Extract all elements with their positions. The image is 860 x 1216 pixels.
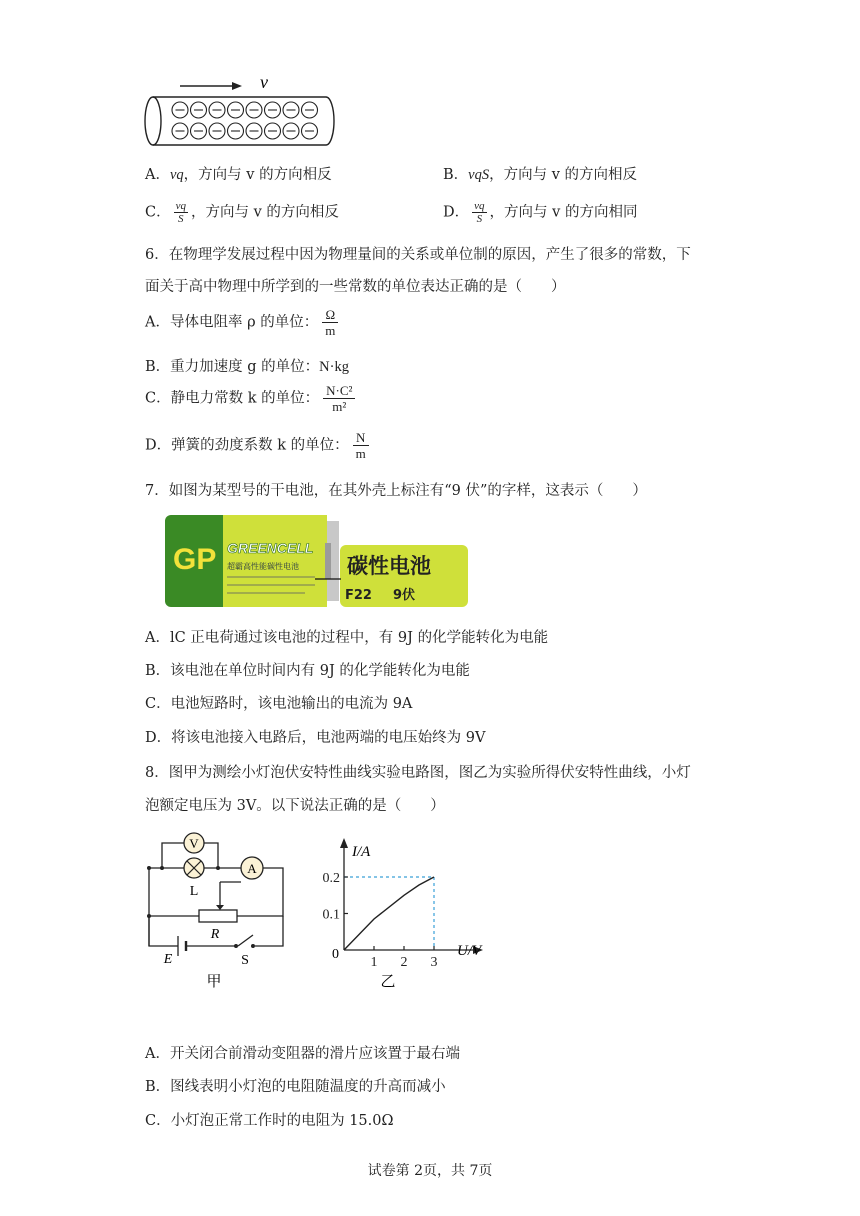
source-label: E — [163, 952, 173, 967]
graph-ylabel: I/A — [352, 844, 371, 860]
q8-stem-line1: 8．图甲为测绘小灯泡伏安特性曲线实验电路图，图乙为实验所得伏安特性曲线，小灯 — [145, 765, 691, 781]
velocity-label: v — [260, 72, 268, 92]
electron-charges — [172, 102, 318, 139]
voltmeter-label: V — [189, 836, 199, 851]
q8-stem-line2: 泡额定电压为 3V。以下说法正确的是（ ） — [145, 798, 445, 814]
battery-label-title: 碳性电池 — [347, 554, 431, 578]
q7-option-a: A．lC 正电荷通过该电池的过程中，有 9J 的化学能转化为电能 — [145, 630, 549, 646]
q5-option-a: A．vq，方向与 v 的方向相反 — [145, 167, 332, 183]
q6-option-c: C．静电力常数 k 的单位： $\frac{\text{N·C²}}{\text{m²}}$ — [145, 383, 359, 414]
iv-graph — [318, 838, 498, 993]
q7-option-c: C．电池短路时，该电池输出的电流为 9A — [145, 696, 413, 712]
greencell-text: GREENCELL — [227, 540, 314, 556]
y-tick-label: 0.2 — [322, 871, 340, 886]
iv-curve — [344, 877, 434, 950]
q7-option-d: D．将该电池接入电路后，电池两端的电压始终为 9V — [145, 730, 486, 746]
gp-logo: GP — [173, 543, 217, 576]
q8-option-a: A．开关闭合前滑动变阻器的滑片应该置于最右端 — [145, 1046, 460, 1062]
q6-stem-line2: 面关于高中物理中所学到的一些常数的单位表达正确的是（ ） — [145, 279, 566, 295]
rheostat-label: R — [210, 927, 220, 942]
q6-stem-line1: 6．在物理学发展过程中因为物理量间的关系或单位制的原因，产生了很多的常数，下 — [145, 247, 691, 263]
y-tick-label: 0.1 — [322, 907, 340, 923]
page-footer: 试卷第 2页，共 7页 — [367, 1163, 493, 1179]
conductor-figure — [140, 68, 345, 150]
q6-option-a: A．导体电阻率 ρ 的单位： $\frac{\Omega}{m}$ — [145, 307, 342, 338]
lamp-label: L — [189, 884, 199, 899]
ammeter-label: A — [247, 861, 257, 876]
battery-label-code: F22 — [345, 588, 372, 603]
x-tick-label: 3 — [430, 955, 438, 970]
x-tick-label: 2 — [400, 955, 408, 970]
q7-option-b: B．该电池在单位时间内有 9J 的化学能转化为电能 — [145, 663, 470, 679]
q6-option-b: B．重力加速度 g 的单位：N·kg — [145, 359, 349, 375]
graph-caption: 乙 — [380, 972, 396, 990]
q6-option-d: D．弹簧的劲度系数 k 的单位： $\frac{N}{m}$ — [145, 430, 373, 461]
battery-photo — [165, 513, 470, 610]
q5-option-c: C． $\frac{vq}{S}$ ，方向与 v 的方向相反 — [145, 200, 339, 225]
q5-option-d: D． $\frac{vq}{S}$ ，方向与 v 的方向相同 — [443, 200, 638, 225]
switch-label: S — [241, 953, 249, 968]
battery-body-text: 超霸高性能碳性电池 — [227, 562, 299, 571]
graph-origin: 0 — [332, 947, 339, 962]
q8-option-b: B．图线表明小灯泡的电阻随温度的升高而减小 — [145, 1079, 446, 1095]
circuit-diagram — [140, 828, 300, 998]
x-tick-label: 1 — [370, 955, 378, 970]
graph-xlabel: U/V — [457, 943, 482, 959]
circuit-caption: 甲 — [206, 972, 222, 990]
q5-option-b: B．vqS，方向与 v 的方向相反 — [443, 167, 638, 183]
q8-option-c: C．小灯泡正常工作时的电阻为 15.0Ω — [145, 1113, 394, 1129]
battery-label-voltage: 9伏 — [393, 588, 416, 603]
q7-stem: 7．如图为某型号的干电池，在其外壳上标注有“9 伏”的字样，这表示（ ） — [145, 483, 647, 499]
